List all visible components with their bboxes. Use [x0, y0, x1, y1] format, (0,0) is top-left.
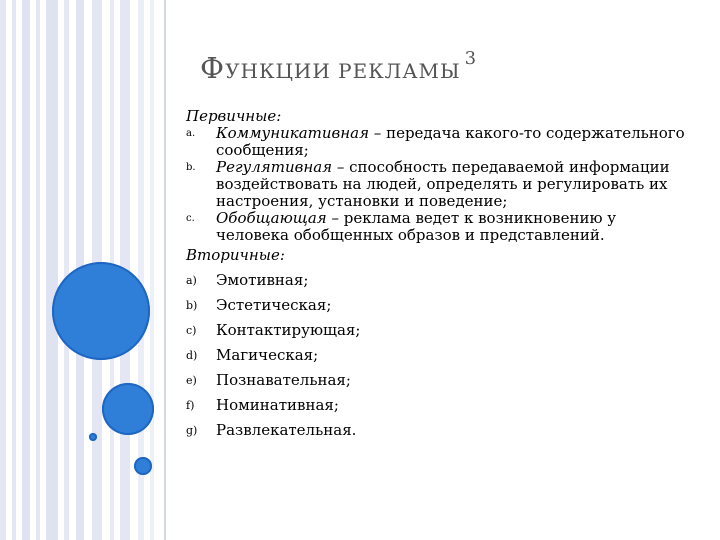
slide-content	[186, 108, 686, 439]
list-marker: g)	[186, 424, 198, 437]
small-circle-decoration	[134, 457, 152, 475]
list-marker: e)	[186, 374, 197, 387]
primary-heading: Первичные:	[186, 107, 282, 125]
function-name: Магическая;	[216, 346, 319, 364]
title-footnote: 3	[464, 48, 478, 69]
title-first-letter: Ф	[200, 51, 226, 85]
title-rest: УНКЦИИ РЕКЛАМЫ	[225, 59, 461, 83]
list-item	[186, 422, 686, 439]
function-description: – передача какого-то содержательного сообщения;	[216, 124, 685, 159]
function-description: – способность передаваемой информации воздействовать на людей, определять и регулировать их настроения, установки и поведение;	[216, 158, 670, 210]
function-name: Контактирующая;	[216, 321, 361, 339]
list-marker: a)	[186, 274, 197, 287]
tiny-circle-decoration	[89, 433, 97, 441]
function-name: Номинативная;	[216, 396, 339, 414]
list-item	[186, 159, 686, 210]
function-term: Обобщающая	[216, 209, 327, 227]
list-item	[186, 397, 686, 414]
list-item	[186, 210, 686, 244]
list-marker: c.	[186, 213, 195, 224]
function-name: Эмотивная;	[216, 271, 309, 289]
list-marker: c)	[186, 324, 197, 337]
list-item	[186, 322, 686, 339]
list-marker: f)	[186, 399, 195, 412]
function-name: Эстетическая;	[216, 296, 332, 314]
list-marker: a.	[186, 128, 196, 139]
divider-line	[164, 0, 166, 540]
function-name: Развлекательная.	[216, 421, 357, 439]
list-item	[186, 272, 686, 289]
list-item	[186, 372, 686, 389]
function-name: Познавательная;	[216, 371, 351, 389]
secondary-heading: Вторичные:	[186, 246, 285, 264]
large-circle-decoration	[52, 262, 150, 360]
function-term: Коммуникативная	[216, 124, 370, 142]
function-term: Регулятивная	[216, 158, 333, 176]
slide-title	[200, 48, 477, 85]
list-marker: d)	[186, 349, 198, 362]
secondary-list	[186, 272, 686, 439]
function-description: – реклама ведет к возникновению у человека обобщенных образов и представлений.	[216, 209, 617, 244]
primary-list	[186, 125, 686, 244]
list-item	[186, 297, 686, 314]
medium-circle-decoration	[102, 383, 154, 435]
list-marker: b)	[186, 299, 198, 312]
list-item	[186, 347, 686, 364]
list-item	[186, 125, 686, 159]
list-marker: b.	[186, 162, 196, 173]
